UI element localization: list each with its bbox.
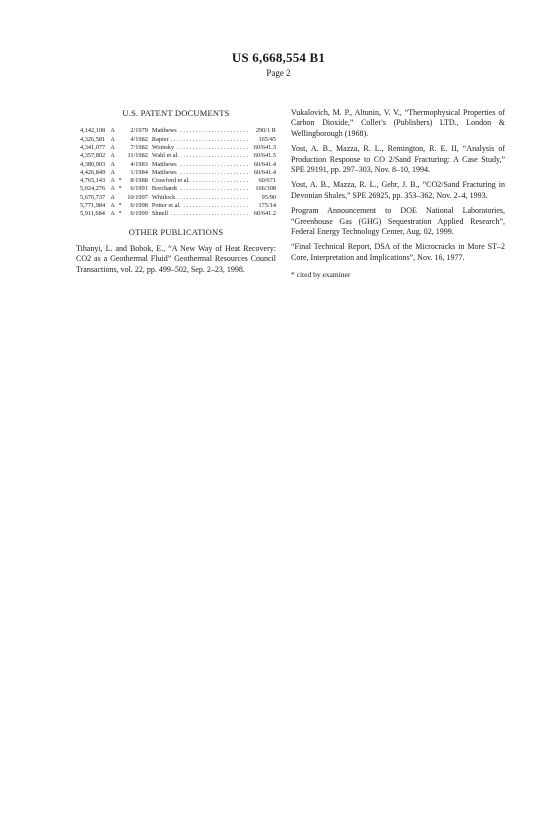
patent-cited-star: *	[118, 185, 122, 193]
patent-number-cell: 5,676,737	[80, 193, 106, 201]
patent-class-cell: 166/308	[255, 185, 276, 193]
patent-number-cell: 4,765,143	[80, 177, 106, 185]
patent-date-cell: 6/1999	[130, 210, 148, 218]
patent-row	[80, 194, 276, 202]
patent-class-cell: 60/671	[258, 177, 276, 185]
patent-row	[80, 202, 276, 210]
publication-entry: “Final Technical Report, DSA of the Microcracks in More ST–2 Core, Interpretation and Implications”, Nov. 16, 1977.	[291, 242, 505, 262]
patent-number: US 6,668,554 B1	[231, 50, 326, 65]
patent-inventor-cell: Rapier . . .	[152, 136, 250, 144]
patent-row	[80, 177, 276, 185]
patent-number-cell: 5,771,984	[80, 202, 106, 210]
other-publications-heading: OTHER PUBLICATIONS	[128, 226, 224, 237]
patent-date-cell: 8/1988	[130, 177, 148, 185]
publication-entry: Yost, A. B., Mazza, R. L., Gehr, J. B., “CO2/Sand Fracturing in Devonian Shales,” SPE 26925, pp. 353–362, Nov. 2–4, 1993.	[291, 180, 505, 200]
patent-number-cell: 5,911,684	[80, 210, 105, 218]
patent-kind-cell: A	[110, 127, 115, 135]
right-publications	[291, 108, 505, 263]
patent-class-cell: 60/641.5	[253, 152, 276, 160]
patent-number-cell: 4,142,108	[80, 127, 106, 135]
patent-cited-star: *	[118, 210, 122, 218]
patent-row	[80, 210, 276, 218]
patent-class-cell: 175/14	[258, 202, 276, 210]
patent-inventor-cell: Woinsky . . .	[152, 144, 250, 152]
patent-row	[80, 144, 276, 152]
patent-inventor-cell: Matthews . . .	[152, 161, 250, 169]
patent-kind-cell: A	[110, 177, 115, 185]
patent-date-cell: 10/1997	[127, 193, 148, 201]
publication-entry: Vukalovich, M. P., Altunin, V. V., “Thermophysical Properties of Carbon Dioxide,” Collet’s (Publishers) LTD., London & Wellingborough (1968).	[291, 108, 505, 138]
patent-class-cell: 95/90	[261, 193, 276, 201]
patent-inventor-cell: Borchardt . . .	[152, 185, 250, 193]
patent-kind-cell: A	[110, 185, 115, 193]
left-publications	[76, 244, 276, 275]
patent-inventor-cell: Shnell . . .	[152, 210, 250, 218]
patent-inventor-cell: Crawford et al. . . .	[152, 177, 250, 185]
patent-date-cell: 11/1982	[127, 152, 148, 160]
patent-class-cell: 60/641.4	[253, 160, 276, 168]
us-patent-table	[80, 127, 276, 218]
patent-row	[80, 169, 276, 177]
patent-inventor-cell: Whitlock . . .	[152, 194, 250, 202]
page-number: Page 2	[266, 68, 291, 78]
patent-row	[80, 136, 276, 144]
cited-by-examiner-note: * cited by examiner	[291, 270, 351, 280]
patent-kind-cell: A	[110, 144, 115, 151]
patent-date-cell: 7/1982	[130, 144, 148, 151]
patent-row	[80, 127, 276, 135]
right-column	[291, 108, 505, 281]
patent-date-cell: 2/1979	[130, 127, 148, 135]
patent-kind-cell: A	[110, 160, 115, 168]
patent-cited-star: *	[118, 202, 122, 210]
patent-number-cell: 4,341,077	[80, 144, 106, 151]
patent-kind-cell: A	[110, 152, 115, 160]
patent-kind-cell: A	[110, 193, 115, 201]
patent-class-cell: 290/1 R	[255, 127, 276, 135]
patent-inventor-cell: Wahl et al. . . .	[152, 152, 250, 160]
patent-number-cell: 4,380,903	[80, 160, 106, 168]
patent-number-cell: 4,357,802	[80, 152, 106, 160]
publication-entry: Program Announcement to DOE National Laboratories, “Greenhouse Gas (GHG) Sequestration Applied Research”, Federal Energy Technology Center, Aug. 02, 1999.	[291, 206, 505, 237]
patent-inventor-cell: Potter et al. . . .	[152, 202, 250, 210]
us-patent-documents-heading: U.S. PATENT DOCUMENTS	[122, 108, 230, 118]
publication-entry: Yost, A. B., Mazza, R. L., Remington, R. E. II, “Analysis of Production Response to CO 2/Sand Fracturing: A Case Study,” SPE 29191, pp. 297–303, Nov. 8–10, 1994.	[291, 144, 505, 175]
patent-inventor-cell: Matthews . . .	[152, 169, 250, 177]
patent-cited-star: *	[118, 177, 122, 185]
left-column	[76, 108, 276, 280]
patent-date-cell: 6/1991	[130, 185, 148, 193]
patent-kind-cell: A	[110, 135, 115, 143]
patent-kind-cell: A	[110, 210, 115, 218]
patent-class-cell: 165/45	[258, 135, 276, 143]
patent-row	[80, 152, 276, 160]
patent-class-cell: 60/641.4	[253, 168, 276, 176]
patent-number-cell: 5,024,276	[80, 185, 106, 193]
patent-class-cell: 60/641.2	[253, 210, 276, 218]
patent-date-cell: 4/1982	[130, 135, 148, 143]
patent-kind-cell: A	[110, 168, 115, 176]
patent-row	[80, 161, 276, 169]
patent-row	[80, 185, 276, 193]
patent-number-cell: 4,326,581	[80, 135, 106, 143]
patent-kind-cell: A	[110, 202, 115, 210]
patent-inventor-cell: Matthews . . .	[152, 127, 250, 135]
patent-date-cell: 1/1984	[130, 168, 148, 176]
patent-date-cell: 4/1983	[130, 160, 148, 168]
publication-entry: Tihanyi, L. and Bobok, E., “A New Way of Heat Recovery: CO2 as a Geothermal Fluid” Geothermal Resources Council Transactions, vol. 22, pp. 499–502, Sep. 2–23, 1998.	[76, 244, 276, 274]
patent-date-cell: 6/1998	[130, 202, 148, 210]
patent-number-cell: 4,426,849	[80, 168, 106, 176]
patent-class-cell: 60/641.3	[253, 144, 276, 151]
